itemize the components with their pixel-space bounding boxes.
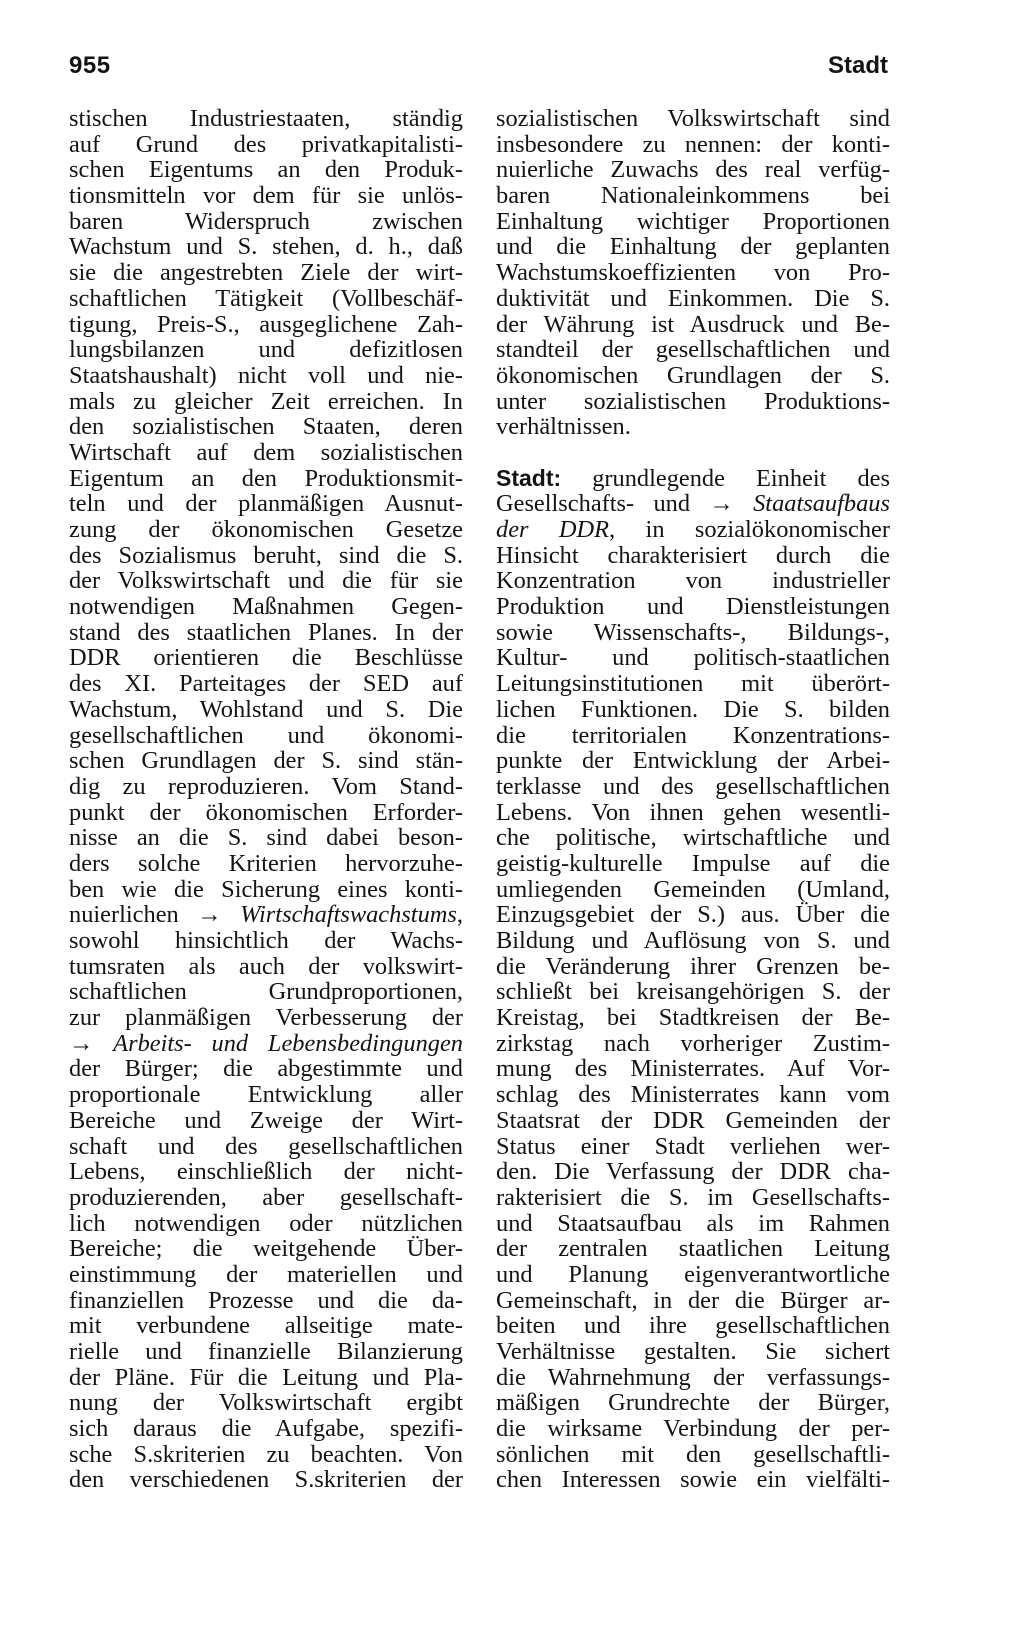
text-line: punkte der Entwicklung der Arbei- [496,747,890,775]
text-line: → Arbeits- und Lebensbedingungen [69,1029,463,1057]
text-line: ders solche Kriterien hervorzuhe- [69,849,463,877]
text-line: DDR orientieren die Beschlüsse [69,644,463,672]
text-line: schaftlichen Grundproportionen, [69,978,463,1006]
text-line: schen Eigentums an den Produk- [69,156,463,184]
text-line: notwendigen Maßnahmen Gegen- [69,593,463,621]
text-line: punkt der ökonomischen Erforder- [69,798,463,826]
text-line: Staatsrat der DDR Gemeinden der [496,1106,890,1134]
text-line: Konzentration von industrieller [496,567,890,595]
text-line: Lebens, einschließlich der nicht- [69,1158,463,1186]
text-line: unter sozialistischen Produktions- [496,387,890,415]
entry-second-line [496,491,890,517]
text-line: beiten und ihre gesellschaftlichen [496,1312,890,1340]
right-text-column [496,106,890,1493]
text-line: der Pläne. Für die Leitung und Pla- [69,1363,463,1391]
entry-first-line-text: grundlegende Einheit des [561,464,890,492]
text-line: Wachstum, Wohlstand und S. Die [69,695,463,723]
text-line: sich daraus die Aufgabe, spezifi- [69,1415,463,1443]
left-text-column [69,106,463,1493]
text-line: Lebens. Von ihnen gehen wesentli- [496,798,890,826]
text-line: den sozialistischen Staaten, deren [69,413,463,441]
text-line: des XI. Parteitages der SED auf [69,670,463,698]
text-line: che politische, wirtschaftliche und [496,824,890,852]
text-line: zung der ökonomischen Gesetze [69,516,463,543]
text-line: tigung, Preis-S., ausgeglichene Zah- [69,310,463,338]
page-number: 955 [69,52,111,79]
entry-spacer [496,440,890,466]
text-line: lich notwendigen oder nützlichen [69,1209,463,1237]
text-line: stischen Industriestaaten, ständig [69,105,463,132]
cross-reference-link[interactable]: Wirtschaftswachstums [240,901,457,929]
text-line: mäßigen Grundrechte der Bürger, [496,1389,890,1417]
text-line: sozialistischen Volkswirtschaft sind [496,105,890,132]
text-line: Eigentum an den Produktionsmit- [69,464,463,492]
text-line: Staatshaushalt) nicht voll und nie- [69,361,463,389]
text-line: Einhaltung wichtiger Proportionen [496,207,890,235]
text-line: Bereiche; die weitgehende Über- [69,1235,463,1263]
text-line: mung des Ministerrates. Auf Vor- [496,1055,890,1083]
text-line: nisse an die S. sind dabei beson- [69,824,463,852]
text-line: baren Widerspruch zwischen [69,207,463,235]
text-line: mit verbundene allseitige mate- [69,1312,463,1340]
text-line: schließt bei kreisangehörigen S. der [496,978,890,1006]
entry-headword: Stadt: [496,464,562,491]
entry-body [496,543,890,1493]
entry-third-line [496,517,890,543]
text-line: einstimmung der materiellen und [69,1260,463,1288]
text-line: Produktion und Dienstleistungen [496,593,890,621]
text-line: der zentralen staatlichen Leitung [496,1235,890,1263]
text-line: Status einer Stadt verliehen wer- [496,1132,890,1160]
text-line: Hinsicht charakterisiert durch die [496,541,890,569]
text-line: schaft und des gesellschaftlichen [69,1132,463,1160]
text-line: Einzugsgebiet der S.) aus. Über die [496,901,890,929]
text-line: tionsmitteln vor dem für sie unlös- [69,182,463,210]
text-line: und Planung eigenverantwortliche [496,1260,890,1288]
text-line: gesellschaftlichen und ökonomi- [69,721,463,749]
text-line: lichen Funktionen. Die S. bilden [496,695,890,723]
text-line: Kultur- und politisch-staatlichen [496,644,890,672]
text-line: den. Die Verfassung der DDR cha- [496,1158,890,1186]
text-line: tumsraten als auch der volkswirt- [69,952,463,980]
cross-reference-link[interactable]: Staatsaufbaus [753,490,890,518]
text-line: dig zu reproduzieren. Vom Stand- [69,772,463,800]
text-line: nuierlichen → Wirtschaftswachstums, [69,901,463,929]
text-line: verhältnissen. [496,413,631,441]
text-line: die wirksame Verbindung der per- [496,1415,890,1443]
text-line: sowie Wissenschafts-, Bildungs-, [496,618,890,646]
text-line: nung der Volkswirtschaft ergibt [69,1389,463,1417]
text-line: schen Grundlagen der S. sind stän- [69,747,463,775]
text-line: standteil der gesellschaftlichen und [496,336,890,364]
text-line: duktivität und Einkommen. Die S. [496,284,890,312]
previous-entry-continuation [496,106,890,440]
text-line: rielle und finanzielle Bilanzierung [69,1338,463,1365]
text-line: zur planmäßigen Verbesserung der [69,1004,463,1032]
text-line: Kreistag, bei Stadtkreisen der Be- [496,1004,890,1032]
text-line: finanziellen Prozesse und die da- [69,1286,463,1314]
text-line: Wachstumskoeffizienten von Pro- [496,259,890,287]
text-line: proportionale Entwicklung aller [69,1081,463,1109]
text-line: insbesondere zu nennen: der konti- [496,130,890,158]
text-line: produzierenden, aber gesellschaft- [69,1183,463,1211]
text-line: geistig-kulturelle Impulse auf die [496,849,890,877]
text-line: die Veränderung ihrer Grenzen be- [496,952,890,980]
text-line: Bildung und Auflösung von S. und [496,927,890,954]
text-line: auf Grund des privatkapitalisti- [69,130,463,158]
entry-first-line [496,466,890,492]
text-line: Verhältnisse gestalten. Sie sichert [496,1338,890,1365]
text-line: der Währung ist Ausdruck und Be- [496,310,890,338]
text-line: ben wie die Sicherung eines konti- [69,875,463,903]
text-line: rakterisiert die S. im Gesellschafts- [496,1183,890,1211]
running-head: Stadt [828,52,888,79]
text-line: chen Interessen sowie ein vielfälti- [496,1466,890,1494]
text-line: und Staatsaufbau als im Rahmen [496,1209,890,1237]
text-line: Gemeinschaft, in der die Bürger ar- [496,1286,890,1314]
text-line: Wachstum und S. stehen, d. h., daß [69,233,463,261]
text-line: schaftlichen Tätigkeit (Vollbeschäf- [69,284,463,312]
cross-reference-link[interactable]: Arbeits- und Lebensbedingungen [113,1029,463,1057]
text-line: die Wahrnehmung der verfassungs- [496,1363,890,1391]
text-line: und die Einhaltung der geplanten [496,233,890,261]
text-line: sie die angestrebten Ziele der wirt- [69,259,463,287]
text-line: des Sozialismus beruht, sind die S. [69,541,463,569]
text-line: baren Nationaleinkommens bei [496,182,890,210]
text-line: sowohl hinsichtlich der Wachs- [69,927,463,954]
entry-second-line-text: Gesellschafts- und → [496,490,754,518]
text-line: Bereiche und Zweige der Wirt- [69,1106,463,1134]
text-line: der Volkswirtschaft und die für sie [69,567,463,595]
text-line: den verschiedenen S.skriterien der [69,1466,463,1494]
text-line: umliegenden Gemeinden (Umland, [496,875,890,903]
text-line: nuierliche Zuwachs des real verfüg- [496,156,890,184]
text-line: stand des staatlichen Planes. In der [69,618,463,646]
text-line: mals zu gleicher Zeit erreichen. In [69,387,463,415]
text-line: der Bürger; die abgestimmte und [69,1055,463,1083]
cross-reference-link-cont[interactable]: der DDR [496,516,610,543]
stadt-entry [496,466,890,1494]
text-line: sönlichen mit den gesellschaftli- [496,1440,890,1468]
text-line: teln und der planmäßigen Ausnut- [69,490,463,518]
text-line: schlag des Ministerrates kann vom [496,1081,890,1109]
text-line: Wirtschaft auf dem sozialistischen [69,438,463,466]
text-line: die territorialen Konzentrations- [496,721,890,749]
text-line: lungsbilanzen und defizitlosen [69,336,463,364]
text-line: zirkstag nach vorheriger Zustim- [496,1029,890,1057]
text-line: Leitungsinstitutionen mit überört- [496,670,890,698]
text-line: terklasse und des gesellschaftlichen [496,772,890,800]
text-line: sche S.skriterien zu beachten. Von [69,1440,463,1468]
entry-third-line-text: , in sozialökonomischer [609,516,890,543]
text-line: ökonomischen Grundlagen der S. [496,361,890,389]
